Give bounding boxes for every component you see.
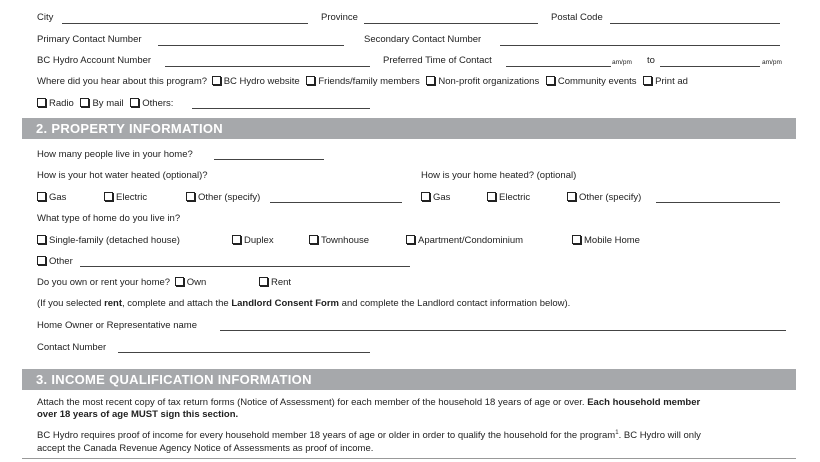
income-para-1-bold-2: over 18 years of age MUST sign this section.: [37, 409, 239, 420]
label-other-specify-2: Other (specify): [579, 192, 642, 203]
checkbox-home-type-other[interactable]: [37, 256, 46, 265]
home-type-mobile: [572, 235, 640, 246]
hear-question: [37, 76, 688, 87]
postal-code-label: Postal Code: [551, 12, 603, 23]
option-non-profit: Non-profit organizations: [438, 76, 540, 87]
checkbox-rent[interactable]: [259, 277, 268, 286]
checkbox-townhouse[interactable]: [309, 235, 318, 244]
option-bc-hydro-website: BC Hydro website: [223, 76, 300, 87]
label-rent: Rent: [271, 277, 292, 288]
hot-water-other: [186, 192, 260, 203]
rent-note-text-2: , complete and attach the: [122, 298, 232, 309]
postal-code-field[interactable]: [610, 23, 780, 24]
income-para-2-text-a: BC Hydro requires proof of income for every household member 18 years of age or older in order to qualify the household for the program: [37, 430, 616, 442]
checkbox-apartment[interactable]: [406, 235, 415, 244]
primary-contact-field[interactable]: [158, 45, 344, 46]
province-field[interactable]: [364, 23, 538, 24]
label-own: Own: [186, 277, 207, 288]
divider: [22, 458, 796, 459]
checkbox-own[interactable]: [175, 277, 184, 286]
label-electric: Electric: [116, 192, 148, 203]
label-gas: Gas: [49, 192, 67, 203]
label-mobile-home: Mobile Home: [584, 235, 640, 246]
contact-number-field[interactable]: [118, 352, 370, 353]
checkbox-mobile-home[interactable]: [572, 235, 581, 244]
label-electric-2: Electric: [499, 192, 531, 203]
preferred-time-label: Preferred Time of Contact: [383, 55, 492, 66]
home-heat-other: [567, 192, 641, 203]
checkbox-home-heat-electric[interactable]: [487, 192, 496, 201]
city-label: City: [37, 12, 54, 23]
income-para-2-text-b: . BC Hydro will only: [618, 430, 701, 442]
checkbox-by-mail[interactable]: [80, 98, 89, 107]
checkbox-others[interactable]: [130, 98, 139, 107]
checkbox-radio[interactable]: [37, 98, 46, 107]
to-label: to: [647, 55, 655, 66]
rent-note-text-1: (If you selected: [37, 298, 105, 309]
income-para-1-line-1: [37, 397, 700, 408]
checkbox-hot-water-electric[interactable]: [104, 192, 113, 201]
option-by-mail: By mail: [92, 98, 124, 109]
option-others: Others:: [142, 98, 174, 109]
income-para-2-line-1: [37, 430, 701, 441]
contact-number-label: Contact Number: [37, 342, 107, 353]
owner-name-field[interactable]: [220, 330, 786, 331]
label-single-family: Single-family (detached house): [49, 235, 180, 246]
checkbox-home-heat-other[interactable]: [567, 192, 576, 201]
own-rent-question: Do you own or rent your home?: [37, 277, 171, 288]
checkbox-duplex[interactable]: [232, 235, 241, 244]
people-field[interactable]: [214, 159, 324, 160]
landlord-consent-form-link: Landlord Consent Form: [231, 298, 340, 309]
home-type-other: [37, 256, 73, 267]
checkbox-print-ad[interactable]: [643, 76, 652, 85]
checkbox-hot-water-other[interactable]: [186, 192, 195, 201]
ampm-label: am/pm: [612, 59, 632, 66]
option-print-ad: Print ad: [655, 76, 688, 87]
label-duplex: Duplex: [244, 235, 274, 246]
label-townhouse: Townhouse: [321, 235, 370, 246]
footnote-marker: 1: [615, 430, 619, 436]
checkbox-non-profit[interactable]: [426, 76, 435, 85]
rent-note-text-3: and complete the Landlord contact information below).: [339, 298, 571, 309]
home-type-other-field[interactable]: [80, 266, 410, 267]
home-type-townhouse: [309, 235, 369, 246]
section-2-title: 2. PROPERTY INFORMATION: [36, 121, 223, 136]
owner-name-label: Home Owner or Representative name: [37, 320, 197, 331]
account-number-field[interactable]: [165, 66, 370, 67]
home-type-question: What type of home do you live in?: [37, 213, 181, 224]
income-para-1-text: Attach the most recent copy of tax return forms (Notice of Assessment) for each member of the household 18 years of age or over.: [37, 397, 585, 408]
home-heat-gas: [421, 192, 450, 203]
option-friends-family: Friends/family members: [318, 76, 420, 87]
rent-option: [259, 277, 291, 288]
hot-water-electric: [104, 192, 147, 203]
income-para-2-line-2: accept the Canada Revenue Agency Notice of Assessments as proof of income.: [37, 443, 374, 454]
home-heat-electric: [487, 192, 530, 203]
section-3-header: [22, 369, 796, 390]
preferred-time-from-field[interactable]: [506, 66, 611, 67]
checkbox-home-heat-gas[interactable]: [421, 192, 430, 201]
account-number-label: BC Hydro Account Number: [37, 55, 152, 66]
secondary-contact-label: Secondary Contact Number: [364, 34, 482, 45]
city-field[interactable]: [62, 23, 308, 24]
others-field[interactable]: [192, 108, 370, 109]
income-para-1-bold-1: Each household member: [587, 397, 701, 408]
hot-water-question: How is your hot water heated (optional)?: [37, 170, 208, 181]
label-gas-2: Gas: [433, 192, 451, 203]
label-other-specify: Other (specify): [198, 192, 261, 203]
home-type-duplex: [232, 235, 274, 246]
rent-note: [37, 298, 570, 309]
own-rent-row: [37, 277, 206, 288]
hear-question-row2: [37, 98, 173, 109]
hot-water-gas: [37, 192, 66, 203]
checkbox-single-family[interactable]: [37, 235, 46, 244]
hot-water-other-field[interactable]: [270, 202, 402, 203]
home-heated-question: How is your home heated? (optional): [421, 170, 577, 181]
checkbox-bc-hydro-website[interactable]: [212, 76, 221, 85]
checkbox-hot-water-gas[interactable]: [37, 192, 46, 201]
people-question: How many people live in your home?: [37, 149, 193, 160]
income-para-1-line-2: [37, 409, 238, 420]
option-radio: Radio: [49, 98, 74, 109]
section-2-header: [22, 118, 796, 139]
primary-contact-label: Primary Contact Number: [37, 34, 142, 45]
hear-question-text: Where did you hear about this program?: [37, 76, 208, 87]
province-label: Province: [321, 12, 358, 23]
secondary-contact-field[interactable]: [500, 45, 780, 46]
home-type-apartment: [406, 235, 523, 246]
home-heat-other-field[interactable]: [656, 202, 780, 203]
label-apartment: Apartment/Condominium: [418, 235, 524, 246]
option-community-events: Community events: [557, 76, 637, 87]
checkbox-community-events[interactable]: [546, 76, 555, 85]
checkbox-friends-family[interactable]: [306, 76, 315, 85]
label-other: Other: [49, 256, 73, 267]
preferred-time-to-field[interactable]: [660, 66, 760, 67]
section-3-title: 3. INCOME QUALIFICATION INFORMATION: [36, 372, 312, 387]
ampm-label-2: am/pm: [762, 59, 782, 66]
rent-note-bold-rent: rent: [104, 298, 123, 309]
home-type-single-family: [37, 235, 180, 246]
